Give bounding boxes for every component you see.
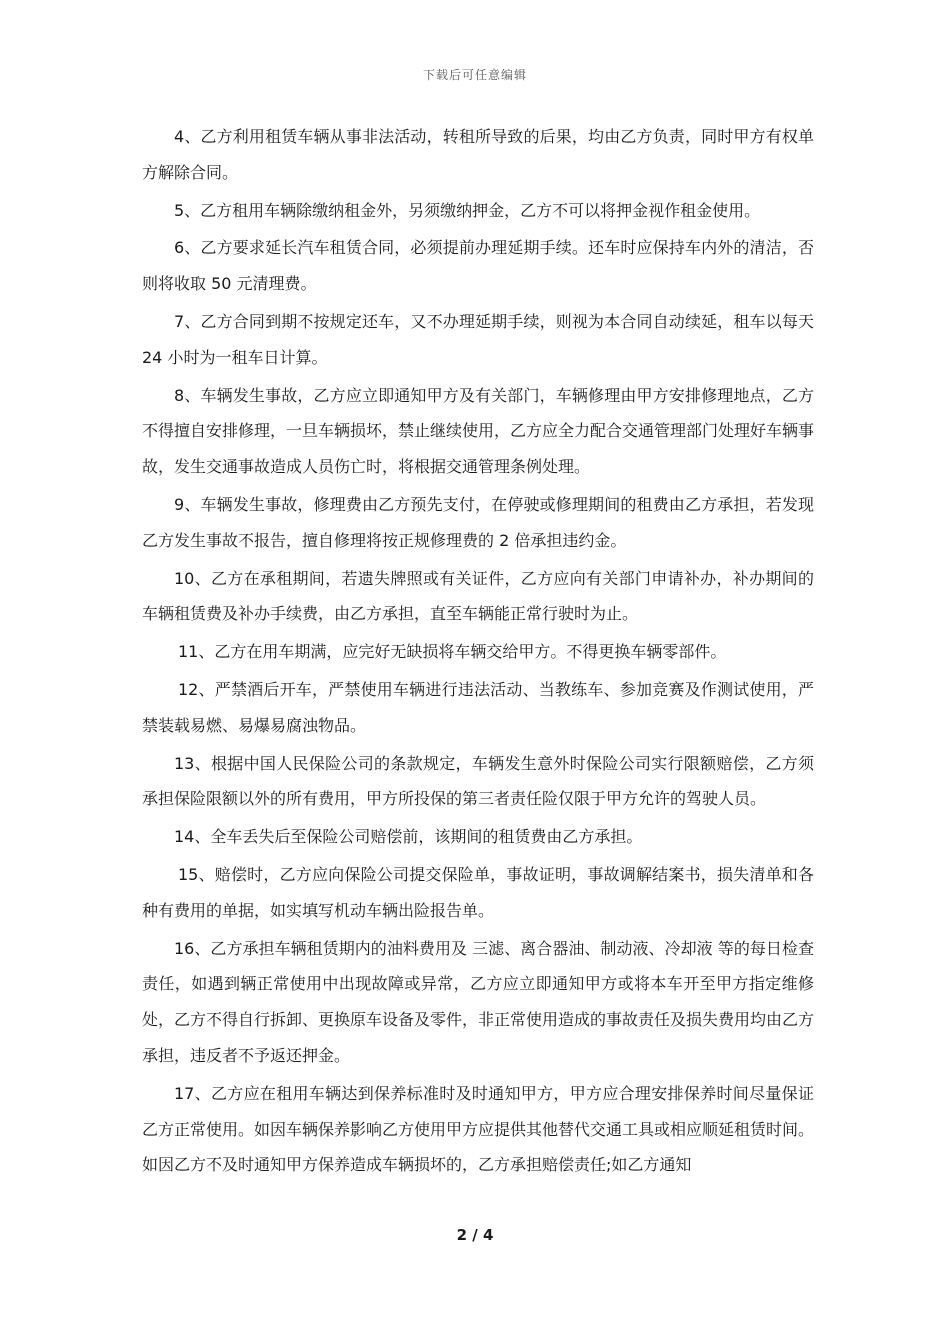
- clause-13: 13、根据中国人民保险公司的条款规定，车辆发生意外时保险公司实行限额赔偿，乙方须承担保险限额以外的所有费用，甲方所投保的第三者责任险仅限于甲方允许的驾驶人员。: [142, 753, 814, 809]
- clause-15: 15、赔偿时，乙方应向保险公司提交保险单，事故证明，事故调解结案书，损失清单和各种有费用的单据，如实填写机动车辆出险报告单。: [142, 864, 814, 920]
- clause-8: 8、车辆发生事故，乙方应立即通知甲方及有关部门，车辆修理由甲方安排修理地点，乙方不得擅自安排修理，一旦车辆损坏，禁止继续使用，乙方应全力配合交通管理部门处理好车辆事故，发生交通事故造成人员伤亡时，将根据交通管理条例处理。: [142, 385, 815, 477]
- document-body: [142, 119, 814, 1185]
- clause-16: 16、乙方承担车辆租赁期内的油料费用及 三滤、离合器油、制动液、冷却液 等的每日检查责任，如遇到辆正常使用中出现故障或异常，乙方应立即通知甲方或将本车开至甲方指定维修处，乙方不得自行拆卸、更换原车设备及零件，非正常使用造成的事故责任及损失费用均由乙方承担，违反者不予返还押金。: [142, 938, 815, 1065]
- clause-11: 11、乙方在用车期满，应完好无缺损将车辆交给甲方。不得更换车辆零部件。: [178, 642, 727, 662]
- page-number: 2 / 4: [456, 1226, 494, 1244]
- clause-10: 10、乙方在承租期间，若遗失牌照或有关证件，乙方应向有关部门申请补办，补办期间的车辆租赁费及补办手续费，由乙方承担，直至车辆能正常行驶时为止。: [142, 568, 814, 624]
- clause-7: 7、乙方合同到期不按规定还车，又不办理延期手续，则视为本合同自动续延，租车以每天 24 小时为一租车日计算。: [142, 311, 814, 367]
- clause-4: 4、乙方利用租赁车辆从事非法活动，转租所导致的后果，均由乙方负责，同时甲方有权单方解除合同。: [142, 127, 814, 182]
- clause-6: 6、乙方要求延长汽车租赁合同，必须提前办理延期手续。还车时应保持车内外的清洁，否则将收取 50 元清理费。: [142, 238, 814, 294]
- clause-9: 9、车辆发生事故，修理费由乙方预先支付，在停驶或修理期间的租费由乙方承担，若发现乙方发生事故不报告，擅自修理将按正规修理费的 2 倍承担违约金。: [142, 494, 814, 550]
- clause-12: 12、严禁酒后开车，严禁使用车辆进行违法活动、当教练车、参加竞赛及作测试使用，严禁装载易燃、易爆易腐浊物品。: [142, 679, 814, 735]
- clause-17: 17、乙方应在租用车辆达到保养标准时及时通知甲方，甲方应合理安排保养时间尽量保证乙方正常使用。如因车辆保养影响乙方使用甲方应提供其他替代交通工具或相应顺延租赁时间。如因乙方不及时通知甲方保养造成车辆损坏的，乙方承担赔偿责任;如乙方通知: [142, 1083, 815, 1175]
- clause-14: 14、全车丢失后至保险公司赔偿前，该期间的租赁费由乙方承担。: [174, 827, 643, 847]
- clause-5: 5、乙方租用车辆除缴纳租金外，另须缴纳押金，乙方不可以将押金视作租金使用。: [174, 200, 761, 220]
- header-note: 下载后可任意编辑: [422, 68, 527, 82]
